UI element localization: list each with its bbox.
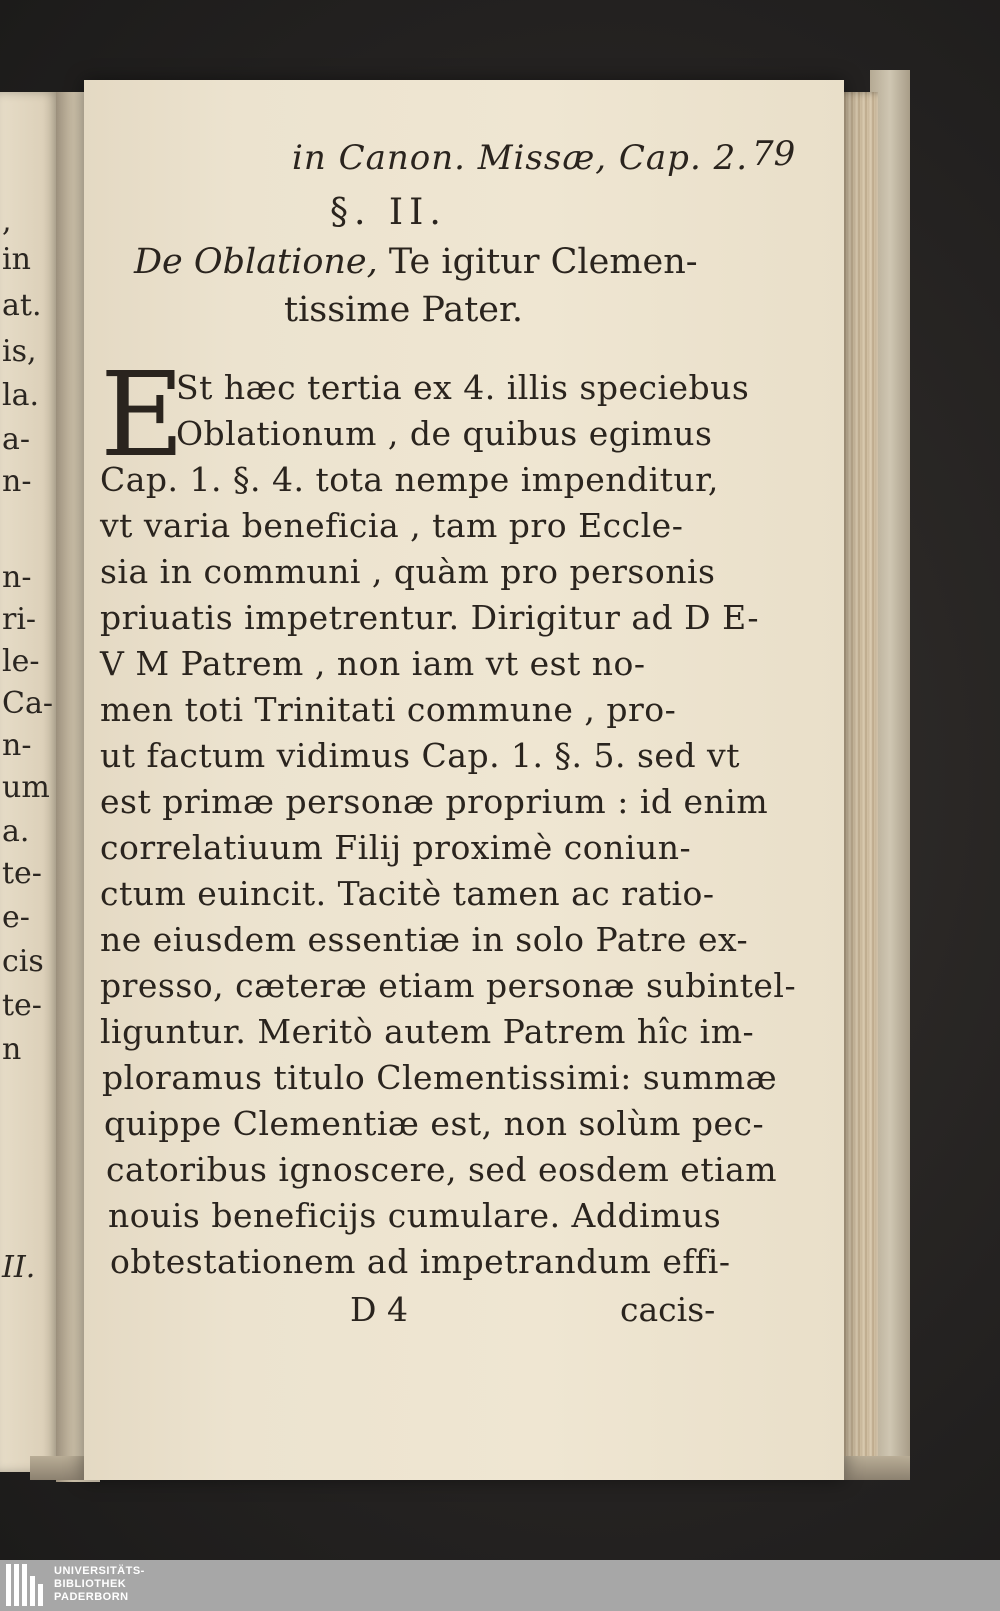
text-line: Cap. 1. §. 4. tota nempe impenditur, <box>100 460 719 499</box>
text-line: presso, cæteræ etiam personæ subintel- <box>100 966 797 1005</box>
text-line: liguntur. Meritò autem Patrem hîc im- <box>100 1012 755 1051</box>
section-heading-roman: Te igitur Clemen- <box>377 242 698 282</box>
left-fragment: te- <box>2 856 42 891</box>
left-fragment: n- <box>2 560 32 595</box>
left-fragment: at. <box>2 288 42 323</box>
section-heading-italic: De Oblatione, <box>134 242 378 282</box>
text-line: sia in communi , quàm pro personis <box>100 552 716 591</box>
text-line: correlatiuum Filij proximè coniun- <box>100 828 692 867</box>
left-fragment: ri- <box>2 602 37 637</box>
left-fragment: Ca- <box>2 686 53 721</box>
signature-mark: D 4 <box>350 1290 408 1329</box>
text-line: Oblationum , de quibus egimus <box>176 414 713 453</box>
left-fragment: le- <box>2 644 40 679</box>
text-line: obtestationem ad impetrandum effi- <box>110 1242 731 1281</box>
left-fragment: in <box>2 242 31 277</box>
running-title: in Canon. Missæ, Cap. 2. <box>292 138 749 178</box>
left-fragment: a- <box>2 422 31 457</box>
left-fragment: is, <box>2 334 37 369</box>
drop-cap: E <box>100 348 185 483</box>
left-fragment: te- <box>2 988 42 1023</box>
library-name-line2: BIBLIOTHEK <box>54 1578 127 1590</box>
text-line: St hæc tertia ex 4. illis speciebus <box>176 368 750 407</box>
left-page-margin-text <box>0 92 60 1472</box>
section-heading-line2: tissime Pater. <box>284 290 524 330</box>
text-line: vt varia beneficia , tam pro Eccle- <box>100 506 684 545</box>
text-line: ploramus titulo Clementissimi: summæ <box>102 1058 778 1097</box>
running-head <box>200 130 796 180</box>
text-line: ctum euincit. Tacitè tamen ac ratio- <box>100 874 715 913</box>
text-line: nouis beneficijs cumulare. Addimus <box>108 1196 722 1235</box>
left-fragment: II. <box>2 1250 36 1285</box>
text-line: priuatis impetrentur. Dirigitur ad D E- <box>100 598 759 637</box>
section-heading <box>134 242 698 282</box>
left-fragment: la. <box>2 378 40 413</box>
library-name-line3: PADERBORN <box>54 1591 129 1603</box>
library-name-line1: UNIVERSITÄTS- <box>54 1565 145 1577</box>
left-page <box>0 92 60 1472</box>
catchword: cacis- <box>620 1290 716 1329</box>
left-fragment: um <box>2 770 50 805</box>
text-line: est primæ personæ proprium : id enim <box>100 782 769 821</box>
left-fragment: a. <box>2 814 30 849</box>
text-line: ne eiusdem essentiæ in solo Patre ex- <box>100 920 749 959</box>
text-line: men toti Trinitati commune , pro- <box>100 690 677 729</box>
library-footer-bar <box>0 1560 1000 1611</box>
left-fragment: , <box>2 204 12 239</box>
left-fragment: n <box>2 1032 22 1067</box>
left-fragment: cis <box>2 944 44 979</box>
text-line: quippe Clementiæ est, non solùm pec- <box>104 1104 765 1143</box>
left-fragment: n- <box>2 464 32 499</box>
left-fragment: e- <box>2 900 30 935</box>
library-logo-icon <box>6 1564 46 1606</box>
text-line: V M Patrem , non iam vt est no- <box>100 644 646 683</box>
text-line: catoribus ignoscere, sed eosdem etiam <box>106 1150 778 1189</box>
text-line: ut factum vidimus Cap. 1. §. 5. sed vt <box>100 736 740 775</box>
left-fragment: n- <box>2 728 32 763</box>
section-number: §. II. <box>330 192 447 233</box>
library-name <box>54 1565 145 1604</box>
page-number: 79 <box>752 134 796 174</box>
